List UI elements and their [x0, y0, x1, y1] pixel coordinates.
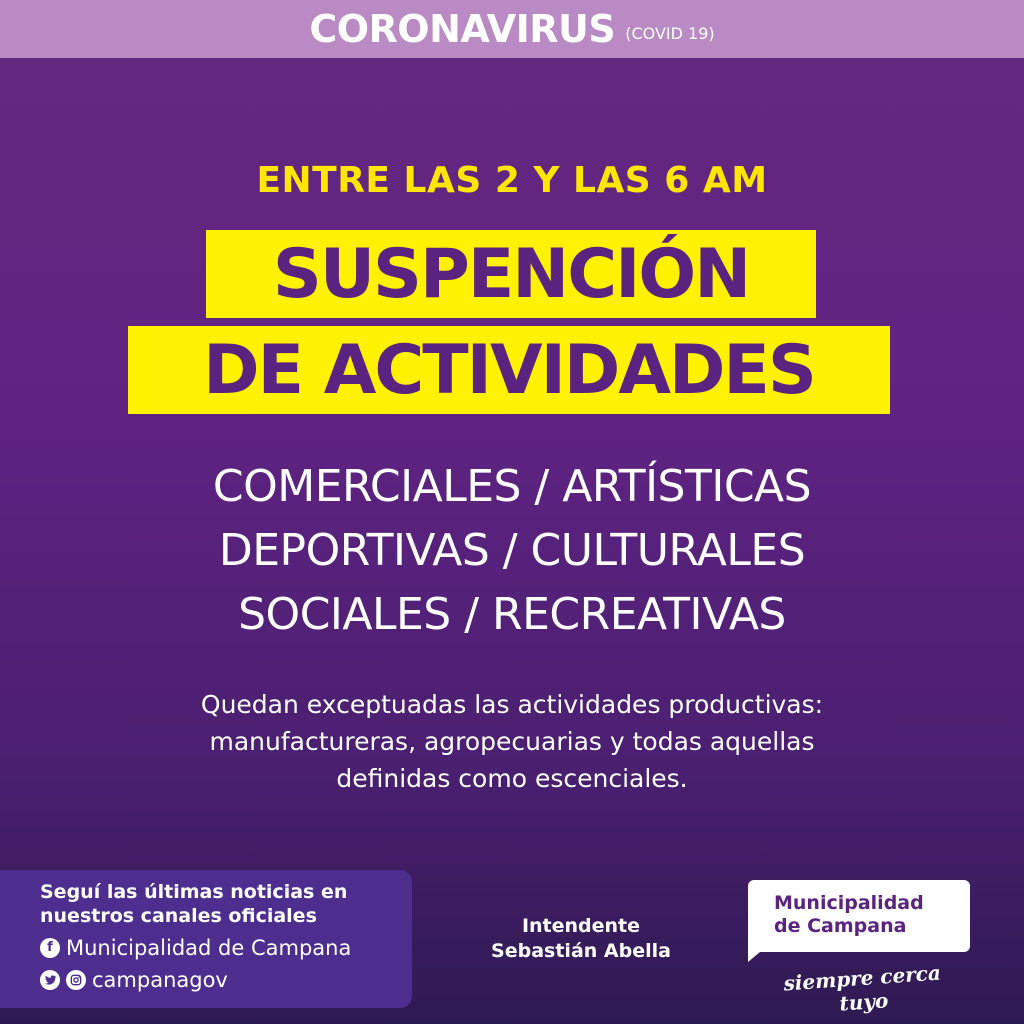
headline-line-1: SUSPENCIÓN — [206, 230, 816, 318]
instagram-icon — [66, 970, 86, 990]
social-headline-line: nuestros canales oficiales — [40, 905, 317, 927]
time-range-kicker: ENTRE LAS 2 Y LAS 6 AM — [256, 160, 768, 201]
social-headline — [40, 880, 412, 928]
headline-line-2: DE ACTIVIDADES — [128, 326, 890, 414]
social-channels-box — [0, 870, 412, 1008]
facebook-label: Municipalidad de Campana — [66, 936, 352, 960]
activities-line: COMERCIALES / ARTÍSTICAS — [212, 461, 812, 512]
top-banner — [0, 0, 1024, 58]
facebook-link[interactable] — [40, 932, 412, 964]
activities-list — [0, 455, 1024, 647]
twitter-icon — [40, 970, 60, 990]
facebook-icon: f — [40, 938, 60, 958]
activities-line: SOCIALES / RECREATIVAS — [238, 589, 786, 640]
mayor-role: Intendente — [521, 915, 641, 937]
handle-label: campanagov — [92, 968, 228, 992]
twitter-instagram-link[interactable] — [40, 964, 412, 996]
slogan: siempre cerca tuyo — [782, 960, 942, 1016]
banner-subtitle: (COVID 19) — [625, 23, 715, 43]
mayor-name: Sebastián Abella — [491, 940, 671, 962]
note-line: definidas como escenciales. — [336, 764, 688, 793]
mayor-credit — [470, 914, 692, 964]
note-line: Quedan exceptuadas las actividades productivas: — [200, 690, 824, 719]
banner-title: CORONAVIRUS — [309, 7, 616, 51]
exception-note — [0, 686, 1024, 797]
logo-line: Municipalidad — [774, 892, 924, 914]
municipality-logo — [748, 880, 970, 952]
note-line: manufactureras, agropecuarias y todas aquellas — [209, 727, 815, 756]
logo-line: de Campana — [774, 915, 907, 937]
activities-line: DEPORTIVAS / CULTURALES — [218, 525, 806, 576]
social-headline-line: Seguí las últimas noticias en — [40, 881, 348, 903]
